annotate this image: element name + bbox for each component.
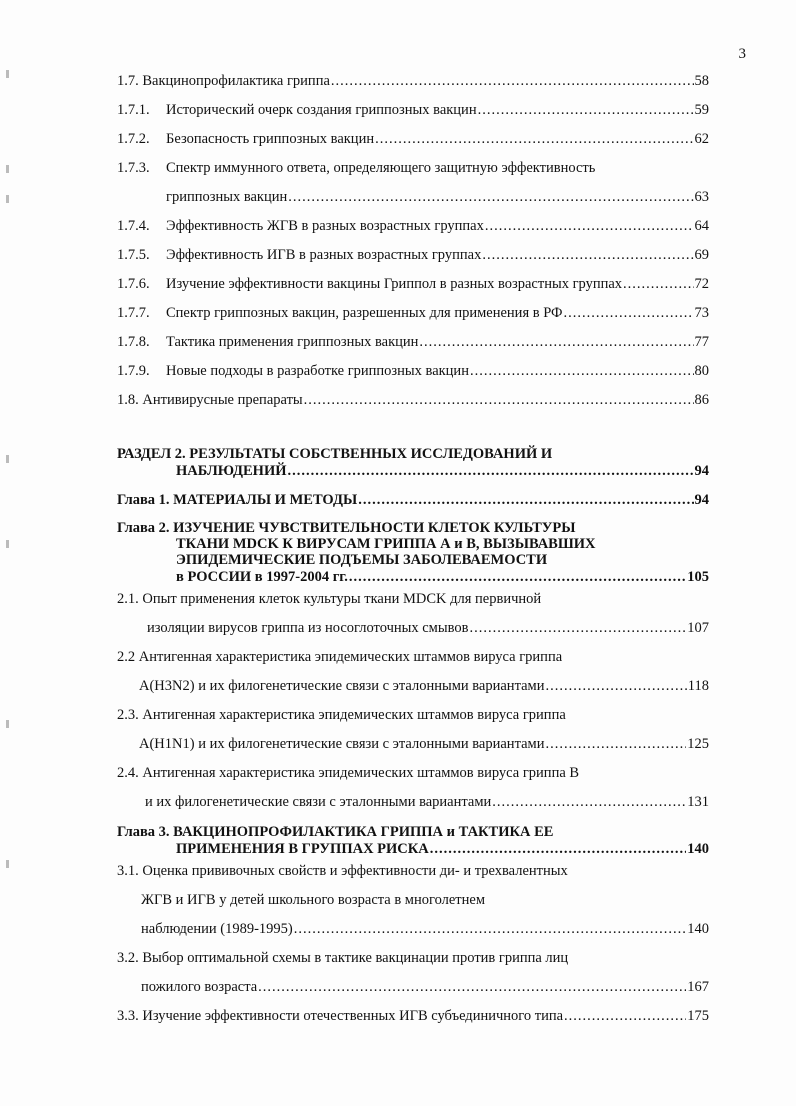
- toc-entry: 1.7.2. Безопасность гриппозных вакцин ..... 62: [117, 130, 709, 148]
- toc-entry: 1.7.8. Тактика применения гриппозных вакцин ..... 77: [117, 333, 709, 351]
- chapter-heading: Глава 3. ВАКЦИНОПРОФИЛАКТИКА ГРИППА и ТАКТИКА ЕЕ ПРИМЕНЕНИЯ В ГРУППАХ РИСКА ..... 140: [117, 824, 709, 858]
- toc-entry: 2.1. Опыт применения клеток культуры ткани MDCK для первичной изоляции вирусов гриппа из носоглоточных смывов ..... 107: [117, 590, 709, 637]
- toc-entry: 1.7.5. Эффективность ИГВ в разных возрастных группах ..... 69: [117, 246, 709, 264]
- section-heading: РАЗДЕЛ 2. РЕЗУЛЬТАТЫ СОБСТВЕННЫХ ИССЛЕДОВАНИЙ И НАБЛЮДЕНИЙ ..... 94: [117, 446, 709, 480]
- toc-entry: 1.7.1. Исторический очерк создания гриппозных вакцин ..... 59: [117, 101, 709, 119]
- scan-mark: [6, 540, 9, 548]
- scan-mark: [6, 165, 9, 173]
- toc-entry: 3.3. Изучение эффективности отечественных ИГВ субъединичного типа ..... 175: [117, 1007, 709, 1025]
- toc-entry: 2.2 Антигенная характеристика эпидемических штаммов вируса гриппа А(H3N2) и их филогенетические связи с эталонными вариантами ..... 118: [117, 648, 709, 695]
- toc-entry: 1.7.3. Спектр иммунного ответа, определяющего защитную эффективность: [117, 160, 596, 176]
- toc-entry: 1.7. Вакцинопрофилактика гриппа ..... 58: [117, 72, 709, 90]
- toc-entry: 1.7.4. Эффективность ЖГВ в разных возрастных группах ..... 64: [117, 217, 709, 235]
- toc-entry: 1.8. Антивирусные препараты ..... 86: [117, 391, 709, 409]
- toc-entry: 2.4. Антигенная характеристика эпидемических штаммов вируса гриппа В и их филогенетические связи с эталонными вариантами ..... 131: [117, 764, 709, 811]
- scan-mark: [6, 455, 9, 463]
- toc-entry: 2.3. Антигенная характеристика эпидемических штаммов вируса гриппа А(H1N1) и их филогенетические связи с эталонными вариантами ..... 125: [117, 706, 709, 753]
- page-number: 3: [738, 46, 746, 62]
- toc-entry: 3.2. Выбор оптимальной схемы в тактике вакцинации против гриппа лиц пожилого возраста ..... 167: [117, 949, 709, 996]
- scan-mark: [6, 720, 9, 728]
- chapter-heading: Глава 1. МАТЕРИАЛЫ И МЕТОДЫ ..... 94: [117, 491, 709, 509]
- toc-entry: 1.7.9. Новые подходы в разработке гриппозных вакцин ..... 80: [117, 362, 709, 380]
- toc-entry: 1.7.7. Спектр гриппозных вакцин, разрешенных для применения в РФ ..... 73: [117, 304, 709, 322]
- scan-mark: [6, 70, 9, 78]
- scan-mark: [6, 195, 9, 203]
- toc-entry: 3.1. Оценка прививочных свойств и эффективности ди- и трехвалентных ЖГВ и ИГВ у детей школьного возраста в многолетнем наблюдении (1989-1995) ..... 140: [117, 862, 709, 938]
- toc-entry-continuation: гриппозных вакцин ..... 63: [117, 188, 709, 206]
- table-of-contents: [117, 72, 709, 1025]
- chapter-heading: Глава 2. ИЗУЧЕНИЕ ЧУВСТВИТЕЛЬНОСТИ КЛЕТОК КУЛЬТУРЫ ТКАНИ MDCK К ВИРУСАМ ГРИППА А и В, ВЫЗЫВАВШИХ ЭПИДЕМИЧЕСКИЕ ПОДЪЕМЫ ЗАБОЛЕВАЕМОСТИ в РОССИИ в 1997-2004 гг. ..... 105: [117, 520, 709, 586]
- scan-mark: [6, 860, 9, 868]
- toc-entry: 1.7.6. Изучение эффективности вакцины Гриппол в разных возрастных группах ..... 72: [117, 275, 709, 293]
